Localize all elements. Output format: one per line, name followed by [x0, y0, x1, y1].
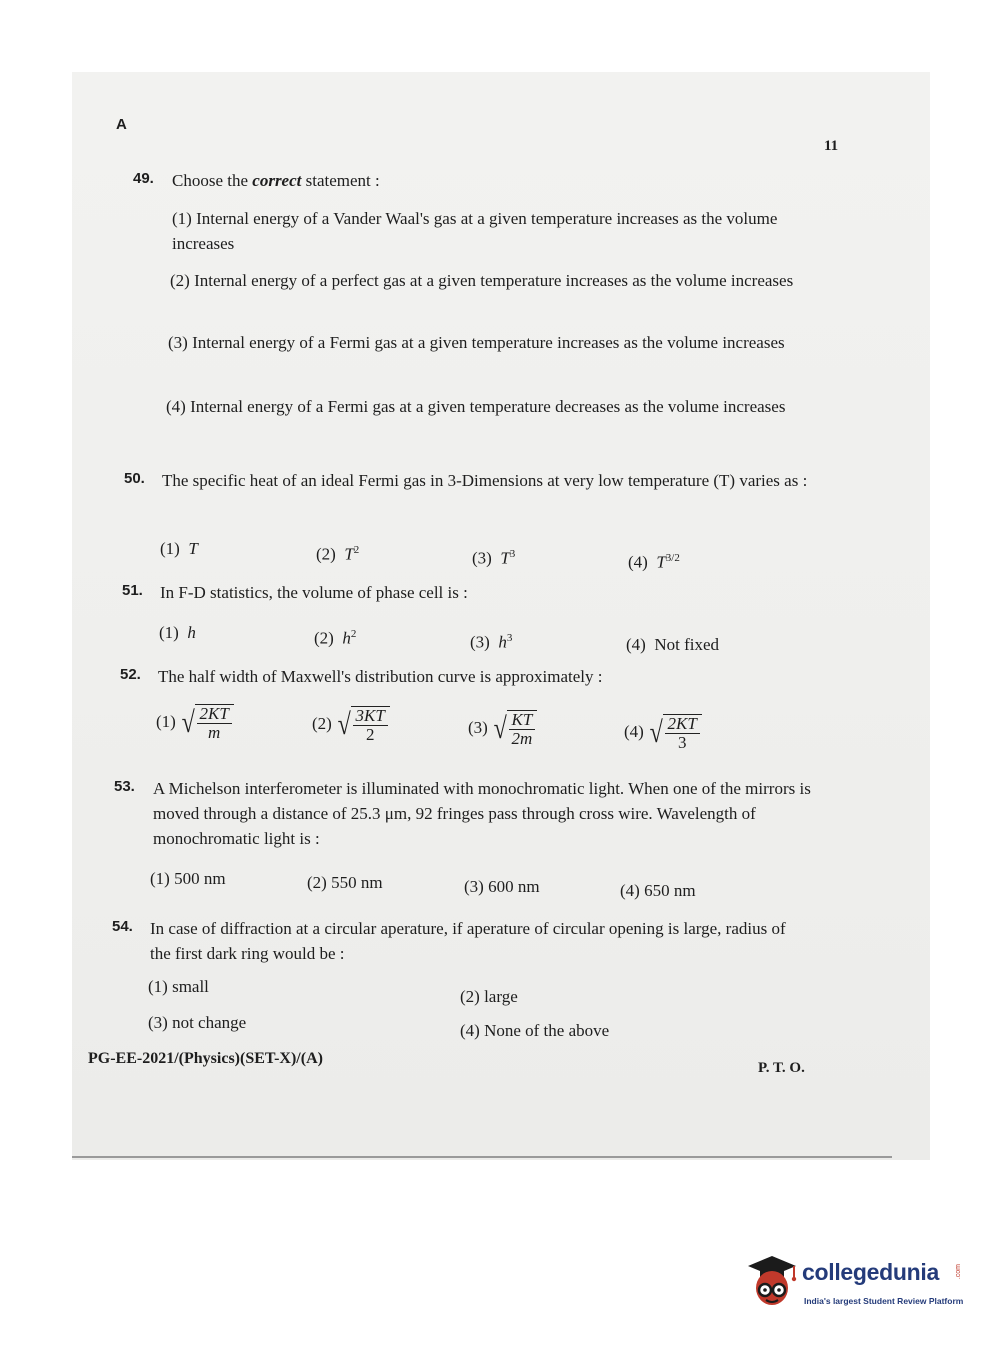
numerator: 3KT — [353, 707, 388, 726]
question-stem: In F-D statistics, the volume of phase cell is : — [160, 583, 468, 602]
question-number: 52. — [120, 666, 141, 683]
option-4: (4) Internal energy of a Fermi gas at a given temperature decreases as the volume increases — [166, 397, 786, 416]
option-3: (3) Internal energy of a Fermi gas at a given temperature increases as the volume increases — [168, 333, 785, 352]
denominator: 3 — [677, 733, 687, 752]
question-number: 54. — [112, 918, 133, 935]
fraction — [509, 711, 536, 748]
graduate-mascot-icon — [742, 1248, 800, 1312]
fraction — [197, 705, 232, 742]
scan-edge-line — [72, 1156, 892, 1158]
square-root: √ $\frac{3KT}{2}$ — [336, 706, 390, 744]
option-label: (2) — [312, 713, 332, 733]
option-4 — [628, 546, 680, 575]
option-label: (2) — [316, 544, 336, 564]
page-number: 11 — [824, 138, 839, 154]
option-3 — [470, 626, 512, 655]
option-exponent: 2 — [353, 544, 360, 556]
option-label: (4) — [628, 552, 648, 572]
brand-domain: .com — [955, 1264, 962, 1280]
stem-emphasis: correct — [252, 171, 302, 190]
fraction — [665, 715, 700, 752]
option-label: (3) — [468, 717, 488, 737]
option-3 — [472, 542, 515, 571]
option-value: Not fixed — [654, 635, 720, 654]
option-label: (2) — [314, 628, 334, 648]
option-label: (1) — [160, 539, 180, 558]
question-number: 53. — [114, 778, 135, 795]
numerator: 2KT — [197, 705, 232, 724]
option-4: (4) 650 nm — [620, 881, 696, 900]
option-4 — [626, 632, 719, 657]
brand-name: collegedunia — [802, 1259, 939, 1285]
denominator: m — [208, 723, 221, 742]
numerator: KT — [509, 711, 536, 730]
question-number: 49. — [133, 170, 154, 187]
option-1: (1) 500 nm — [150, 869, 226, 888]
option-3: (3) 600 nm — [464, 877, 540, 896]
question-stem: In case of diffraction at a circular aperature, if aperature of circular opening is large, radius of the first dark ring would be : — [150, 919, 786, 963]
option-label: (1) — [159, 623, 179, 642]
option-label: (1) — [156, 711, 176, 731]
option-1: (1) Internal energy of a Vander Waal's gas at a given temperature increases as the volume increases — [172, 209, 778, 253]
pto-marker: P. T. O. — [758, 1060, 805, 1076]
brand-tagline: India's largest Student Review Platform — [804, 1296, 964, 1306]
set-code: A — [116, 116, 127, 133]
option-value: h — [187, 623, 196, 642]
option-2: (2) Internal energy of a perfect gas at a given temperature increases as the volume increases — [170, 271, 794, 290]
option-3 — [468, 710, 537, 748]
paper-code: PG-EE-2021/(Physics)(SET-X)/(A) — [88, 1050, 323, 1067]
option-2: (2) 550 nm — [307, 873, 383, 892]
option-exponent: 3 — [509, 548, 516, 560]
option-value: h — [342, 628, 351, 648]
denominator: 2m — [511, 729, 533, 748]
option-2 — [316, 538, 359, 567]
option-4: (4) None of the above — [460, 1021, 610, 1040]
option-label: (4) — [626, 635, 646, 654]
option-value: T — [656, 552, 666, 572]
option-label: (4) — [624, 721, 644, 741]
question-stem: The specific heat of an ideal Fermi gas in 3-Dimensions at very low temperature (T) varies as : — [162, 471, 808, 490]
fraction — [353, 707, 388, 744]
question-number: 51. — [122, 582, 143, 599]
option-3: (3) not change — [148, 1013, 247, 1032]
option-2 — [314, 622, 356, 651]
stem-text: statement : — [301, 171, 380, 190]
question-number: 50. — [124, 470, 145, 487]
question-stem: The half width of Maxwell's distribution curve is approximately : — [158, 667, 603, 686]
denominator: 2 — [365, 725, 375, 744]
square-root: √ $\frac{KT}{2m}$ — [492, 710, 537, 748]
option-exponent: 3/2 — [665, 552, 680, 564]
stem-text: Choose the — [172, 171, 253, 190]
question-stem: A Michelson interferometer is illuminated with monochromatic light. When one of the mirrors is moved through a distance of 25.3 μm, 92 fringes pass through cross wire. Wavelength of monochromatic light is : — [153, 779, 811, 848]
option-2 — [312, 706, 390, 744]
option-1 — [156, 704, 234, 742]
numerator: 2KT — [665, 715, 700, 734]
option-exponent: 2 — [350, 628, 357, 640]
question-stem — [172, 168, 380, 193]
square-root: √ $\frac{2KT}{3}$ — [648, 714, 702, 752]
option-1: (1) small — [148, 977, 209, 996]
option-exponent: 3 — [506, 632, 513, 644]
option-value: T — [188, 539, 198, 558]
option-1 — [159, 620, 196, 645]
collegedunia-logo — [742, 1248, 972, 1318]
option-4 — [624, 714, 702, 752]
option-label: (3) — [472, 548, 492, 568]
option-value: T — [500, 548, 510, 568]
option-1 — [160, 536, 198, 561]
option-label: (3) — [470, 632, 490, 652]
option-value: T — [344, 544, 354, 564]
square-root: √ $\frac{2KT}{m}$ — [180, 704, 234, 742]
option-value: h — [498, 632, 507, 652]
option-2: (2) large — [460, 987, 518, 1006]
